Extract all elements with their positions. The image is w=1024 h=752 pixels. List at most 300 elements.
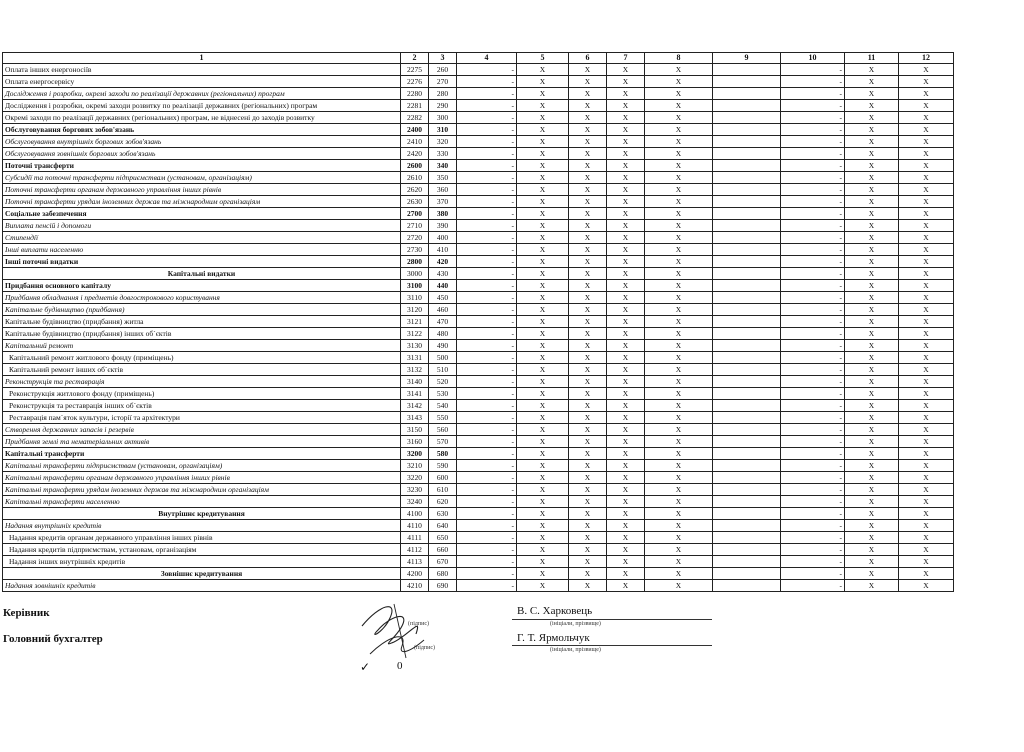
row-name-cell: Надання внутрішніх кредитів — [3, 520, 401, 532]
header-cell: 8 — [645, 53, 713, 64]
col12-cell: X — [899, 484, 954, 496]
col5-cell: X — [517, 136, 569, 148]
budget-code-cell: 3122 — [401, 328, 429, 340]
col7-cell: X — [607, 376, 645, 388]
budget-code-cell: 2400 — [401, 124, 429, 136]
col10-cell: - — [781, 316, 845, 328]
table-row — [3, 568, 954, 580]
col11-cell: X — [845, 364, 899, 376]
col4-cell: - — [457, 88, 517, 100]
col5-cell: X — [517, 532, 569, 544]
col5-cell: X — [517, 304, 569, 316]
col9-cell — [713, 88, 781, 100]
col9-cell — [713, 460, 781, 472]
table-row — [3, 340, 954, 352]
col12-cell: X — [899, 256, 954, 268]
row-name-cell: Капітальне будівництво (придбання) житла — [3, 316, 401, 328]
row-name-cell: Капітальне будівництво (придбання) — [3, 304, 401, 316]
col8-cell: X — [645, 532, 713, 544]
col6-cell: X — [569, 580, 607, 592]
col10-cell: - — [781, 160, 845, 172]
col8-cell: X — [645, 232, 713, 244]
col7-cell: X — [607, 172, 645, 184]
col5-cell: X — [517, 448, 569, 460]
col5-cell: X — [517, 340, 569, 352]
row-name-cell: Окремі заходи по реалізації державних (регіональних) програм, не віднесені до заходів розвитку — [3, 112, 401, 124]
table-row — [3, 172, 954, 184]
budget-code-cell: 3100 — [401, 280, 429, 292]
line-code-cell: 260 — [429, 64, 457, 76]
budget-code-cell: 3150 — [401, 424, 429, 436]
col6-cell: X — [569, 160, 607, 172]
row-name-cell: Реставрація пам`яток культури, історії та архітектури — [3, 412, 401, 424]
header-cell: 11 — [845, 53, 899, 64]
table-row — [3, 148, 954, 160]
col10-cell: - — [781, 208, 845, 220]
col8-cell: X — [645, 208, 713, 220]
col5-cell: X — [517, 232, 569, 244]
line-code-cell: 620 — [429, 496, 457, 508]
col4-cell: - — [457, 448, 517, 460]
row-name-cell: Надання кредитів органам державного управління інших рівнів — [3, 532, 401, 544]
col11-cell: X — [845, 328, 899, 340]
row-name-cell: Капітальне будівництво (придбання) інших об`єктів — [3, 328, 401, 340]
row-name-cell: Обслуговування боргових зобов'язань — [3, 124, 401, 136]
col8-cell: X — [645, 328, 713, 340]
col4-cell: - — [457, 340, 517, 352]
col7-cell: X — [607, 448, 645, 460]
table-row — [3, 508, 954, 520]
col4-cell: - — [457, 244, 517, 256]
col9-cell — [713, 400, 781, 412]
col11-cell: X — [845, 232, 899, 244]
col4-cell: - — [457, 232, 517, 244]
col8-cell: X — [645, 460, 713, 472]
col7-cell: X — [607, 424, 645, 436]
row-name-cell: Оплата енергосервісу — [3, 76, 401, 88]
col5-cell: X — [517, 508, 569, 520]
col9-cell — [713, 76, 781, 88]
table-row — [3, 556, 954, 568]
col11-cell: X — [845, 268, 899, 280]
col12-cell: X — [899, 304, 954, 316]
report-table — [2, 52, 954, 592]
col10-cell: - — [781, 328, 845, 340]
col8-cell: X — [645, 556, 713, 568]
col12-cell: X — [899, 448, 954, 460]
table-row — [3, 496, 954, 508]
col11-cell: X — [845, 64, 899, 76]
col11-cell: X — [845, 160, 899, 172]
budget-code-cell: 3140 — [401, 376, 429, 388]
col8-cell: X — [645, 136, 713, 148]
col10-cell: - — [781, 280, 845, 292]
col9-cell — [713, 184, 781, 196]
table-row — [3, 328, 954, 340]
col7-cell: X — [607, 280, 645, 292]
col12-cell: X — [899, 340, 954, 352]
col9-cell — [713, 280, 781, 292]
col10-cell: - — [781, 508, 845, 520]
line-code-cell: 420 — [429, 256, 457, 268]
col4-cell: - — [457, 136, 517, 148]
col7-cell: X — [607, 352, 645, 364]
col9-cell — [713, 484, 781, 496]
row-name-cell: Придбання землі та нематеріальних активів — [3, 436, 401, 448]
col4-cell: - — [457, 196, 517, 208]
budget-code-cell: 2800 — [401, 256, 429, 268]
col6-cell: X — [569, 532, 607, 544]
col4-cell: - — [457, 460, 517, 472]
col5-cell: X — [517, 568, 569, 580]
col7-cell: X — [607, 268, 645, 280]
col12-cell: X — [899, 532, 954, 544]
table-row — [3, 316, 954, 328]
line-code-cell: 290 — [429, 100, 457, 112]
col4-cell: - — [457, 292, 517, 304]
budget-code-cell: 4112 — [401, 544, 429, 556]
col8-cell: X — [645, 112, 713, 124]
col5-cell: X — [517, 184, 569, 196]
header-cell: 7 — [607, 53, 645, 64]
line-code-cell: 610 — [429, 484, 457, 496]
col9-cell — [713, 160, 781, 172]
col10-cell: - — [781, 424, 845, 436]
col10-cell: - — [781, 268, 845, 280]
col10-cell: - — [781, 400, 845, 412]
col5-cell: X — [517, 88, 569, 100]
col4-cell: - — [457, 64, 517, 76]
accountant-name-caption: (ініціали, прізвище) — [550, 647, 601, 653]
col12-cell: X — [899, 520, 954, 532]
accountant-name: Г. Т. Ярмольчук — [517, 632, 590, 644]
line-code-cell: 340 — [429, 160, 457, 172]
col6-cell: X — [569, 268, 607, 280]
col10-cell: - — [781, 436, 845, 448]
col10-cell: - — [781, 580, 845, 592]
col4-cell: - — [457, 376, 517, 388]
col4-cell: - — [457, 220, 517, 232]
row-name-cell: Дослідження і розробки, окремі заходи по реалізації державних (регіональних) програм — [3, 88, 401, 100]
col5-cell: X — [517, 424, 569, 436]
col6-cell: X — [569, 496, 607, 508]
col12-cell: X — [899, 76, 954, 88]
col5-cell: X — [517, 244, 569, 256]
table-row — [3, 448, 954, 460]
col6-cell: X — [569, 64, 607, 76]
col11-cell: X — [845, 316, 899, 328]
col10-cell: - — [781, 484, 845, 496]
col12-cell: X — [899, 316, 954, 328]
budget-code-cell: 2700 — [401, 208, 429, 220]
table-row — [3, 520, 954, 532]
col5-cell: X — [517, 280, 569, 292]
col12-cell: X — [899, 100, 954, 112]
table-row — [3, 460, 954, 472]
table-row — [3, 400, 954, 412]
col6-cell: X — [569, 328, 607, 340]
col7-cell: X — [607, 484, 645, 496]
line-code-cell: 540 — [429, 400, 457, 412]
col12-cell: X — [899, 388, 954, 400]
col7-cell: X — [607, 256, 645, 268]
col9-cell — [713, 340, 781, 352]
col11-cell: X — [845, 256, 899, 268]
row-name-cell: Реконструкція та реставрація інших об`єктів — [3, 400, 401, 412]
col4-cell: - — [457, 544, 517, 556]
col12-cell: X — [899, 496, 954, 508]
line-code-cell: 630 — [429, 508, 457, 520]
col10-cell: - — [781, 532, 845, 544]
col4-cell: - — [457, 568, 517, 580]
row-name-cell: Капітальні трансферти органам державного управління інших рівнів — [3, 472, 401, 484]
row-name-cell: Внутрішнє кредитування — [3, 508, 401, 520]
bottom-mark: 0 — [397, 660, 403, 672]
line-code-cell: 320 — [429, 136, 457, 148]
header-cell: 1 — [3, 53, 401, 64]
col11-cell: X — [845, 280, 899, 292]
col6-cell: X — [569, 280, 607, 292]
col10-cell: - — [781, 472, 845, 484]
col4-cell: - — [457, 328, 517, 340]
col11-cell: X — [845, 244, 899, 256]
col9-cell — [713, 520, 781, 532]
line-code-cell: 490 — [429, 340, 457, 352]
line-code-cell: 300 — [429, 112, 457, 124]
table-row — [3, 436, 954, 448]
col4-cell: - — [457, 268, 517, 280]
col10-cell: - — [781, 88, 845, 100]
col8-cell: X — [645, 196, 713, 208]
col12-cell: X — [899, 64, 954, 76]
col4-cell: - — [457, 364, 517, 376]
row-name-cell: Обслуговування внутрішніх боргових зобов'язань — [3, 136, 401, 148]
budget-code-cell: 3220 — [401, 472, 429, 484]
col9-cell — [713, 496, 781, 508]
row-name-cell: Придбання обладнання і предметів довгострокового користування — [3, 292, 401, 304]
line-code-cell: 520 — [429, 376, 457, 388]
col4-cell: - — [457, 124, 517, 136]
col12-cell: X — [899, 376, 954, 388]
col6-cell: X — [569, 388, 607, 400]
col11-cell: X — [845, 184, 899, 196]
budget-code-cell: 3121 — [401, 316, 429, 328]
col9-cell — [713, 244, 781, 256]
col11-cell: X — [845, 496, 899, 508]
line-code-cell: 590 — [429, 460, 457, 472]
col12-cell: X — [899, 184, 954, 196]
col5-cell: X — [517, 520, 569, 532]
col9-cell — [713, 304, 781, 316]
table-row — [3, 160, 954, 172]
budget-code-cell: 4110 — [401, 520, 429, 532]
col7-cell: X — [607, 364, 645, 376]
col10-cell: - — [781, 136, 845, 148]
col4-cell: - — [457, 148, 517, 160]
col8-cell: X — [645, 220, 713, 232]
col6-cell: X — [569, 100, 607, 112]
row-name-cell: Капітальний ремонт — [3, 340, 401, 352]
col6-cell: X — [569, 244, 607, 256]
col7-cell: X — [607, 148, 645, 160]
col9-cell — [713, 172, 781, 184]
col4-cell: - — [457, 472, 517, 484]
col10-cell: - — [781, 448, 845, 460]
col12-cell: X — [899, 556, 954, 568]
col12-cell: X — [899, 244, 954, 256]
table-row — [3, 352, 954, 364]
col12-cell: X — [899, 148, 954, 160]
col11-cell: X — [845, 532, 899, 544]
budget-code-cell: 2710 — [401, 220, 429, 232]
budget-code-cell: 2275 — [401, 64, 429, 76]
col6-cell: X — [569, 148, 607, 160]
budget-code-cell: 2600 — [401, 160, 429, 172]
table-row — [3, 196, 954, 208]
row-name-cell: Виплата пенсій і допомоги — [3, 220, 401, 232]
col10-cell: - — [781, 568, 845, 580]
head-role-label: Керівник — [3, 607, 50, 619]
row-name-cell: Надання кредитів підприємствам, установам, організаціям — [3, 544, 401, 556]
col9-cell — [713, 196, 781, 208]
col12-cell: X — [899, 508, 954, 520]
col8-cell: X — [645, 160, 713, 172]
col6-cell: X — [569, 88, 607, 100]
col8-cell: X — [645, 256, 713, 268]
col4-cell: - — [457, 436, 517, 448]
header-cell: 6 — [569, 53, 607, 64]
header-cell: 9 — [713, 53, 781, 64]
col7-cell: X — [607, 88, 645, 100]
col4-cell: - — [457, 112, 517, 124]
line-code-cell: 480 — [429, 328, 457, 340]
col5-cell: X — [517, 460, 569, 472]
line-code-cell: 600 — [429, 472, 457, 484]
col4-cell: - — [457, 256, 517, 268]
col4-cell: - — [457, 424, 517, 436]
col5-cell: X — [517, 124, 569, 136]
col6-cell: X — [569, 220, 607, 232]
table-row — [3, 124, 954, 136]
report-table-container — [2, 52, 953, 592]
col5-cell: X — [517, 472, 569, 484]
col7-cell: X — [607, 232, 645, 244]
col8-cell: X — [645, 496, 713, 508]
col6-cell: X — [569, 376, 607, 388]
col4-cell: - — [457, 184, 517, 196]
budget-code-cell: 3000 — [401, 268, 429, 280]
col10-cell: - — [781, 364, 845, 376]
table-row — [3, 256, 954, 268]
budget-code-cell: 4113 — [401, 556, 429, 568]
budget-code-cell: 3240 — [401, 496, 429, 508]
line-code-cell: 460 — [429, 304, 457, 316]
budget-code-cell: 4200 — [401, 568, 429, 580]
col11-cell: X — [845, 436, 899, 448]
budget-code-cell: 3131 — [401, 352, 429, 364]
table-row — [3, 100, 954, 112]
row-name-cell: Поточні трансферти урядам іноземних держав та міжнародним організаціям — [3, 196, 401, 208]
budget-code-cell: 2281 — [401, 100, 429, 112]
col8-cell: X — [645, 292, 713, 304]
col8-cell: X — [645, 340, 713, 352]
col5-cell: X — [517, 316, 569, 328]
col5-cell: X — [517, 556, 569, 568]
col4-cell: - — [457, 412, 517, 424]
col7-cell: X — [607, 124, 645, 136]
col9-cell — [713, 232, 781, 244]
check-mark: ✓ — [360, 660, 371, 674]
col8-cell: X — [645, 88, 713, 100]
col6-cell: X — [569, 412, 607, 424]
accountant-signature-caption: (підпис) — [414, 645, 436, 651]
col5-cell: X — [517, 496, 569, 508]
col8-cell: X — [645, 508, 713, 520]
col11-cell: X — [845, 376, 899, 388]
col5-cell: X — [517, 196, 569, 208]
table-row — [3, 268, 954, 280]
table-row — [3, 388, 954, 400]
budget-code-cell: 2630 — [401, 196, 429, 208]
col5-cell: X — [517, 64, 569, 76]
table-row — [3, 484, 954, 496]
col6-cell: X — [569, 124, 607, 136]
accountant-role-label: Головний бухгалтер — [3, 633, 103, 645]
col6-cell: X — [569, 208, 607, 220]
col7-cell: X — [607, 112, 645, 124]
col11-cell: X — [845, 568, 899, 580]
col12-cell: X — [899, 232, 954, 244]
col12-cell: X — [899, 172, 954, 184]
col9-cell — [713, 148, 781, 160]
col5-cell: X — [517, 148, 569, 160]
col8-cell: X — [645, 448, 713, 460]
budget-code-cell: 4100 — [401, 508, 429, 520]
col7-cell: X — [607, 508, 645, 520]
col11-cell: X — [845, 136, 899, 148]
col12-cell: X — [899, 292, 954, 304]
col6-cell: X — [569, 256, 607, 268]
col12-cell: X — [899, 196, 954, 208]
col8-cell: X — [645, 472, 713, 484]
line-code-cell: 440 — [429, 280, 457, 292]
row-name-cell: Капітальні трансферти — [3, 448, 401, 460]
col5-cell: X — [517, 220, 569, 232]
col6-cell: X — [569, 400, 607, 412]
col5-cell: X — [517, 256, 569, 268]
col7-cell: X — [607, 76, 645, 88]
col7-cell: X — [607, 220, 645, 232]
line-code-cell: 680 — [429, 568, 457, 580]
col8-cell: X — [645, 100, 713, 112]
col8-cell: X — [645, 76, 713, 88]
col11-cell: X — [845, 220, 899, 232]
col12-cell: X — [899, 208, 954, 220]
head-name-caption: (ініціали, прізвище) — [550, 621, 601, 627]
table-row — [3, 424, 954, 436]
col10-cell: - — [781, 520, 845, 532]
line-code-cell: 560 — [429, 424, 457, 436]
col4-cell: - — [457, 496, 517, 508]
budget-code-cell: 2410 — [401, 136, 429, 148]
col9-cell — [713, 412, 781, 424]
col7-cell: X — [607, 436, 645, 448]
col11-cell: X — [845, 388, 899, 400]
col4-cell: - — [457, 532, 517, 544]
col12-cell: X — [899, 352, 954, 364]
line-code-cell: 640 — [429, 520, 457, 532]
row-name-cell: Капітальний ремонт житлового фонду (приміщень) — [3, 352, 401, 364]
